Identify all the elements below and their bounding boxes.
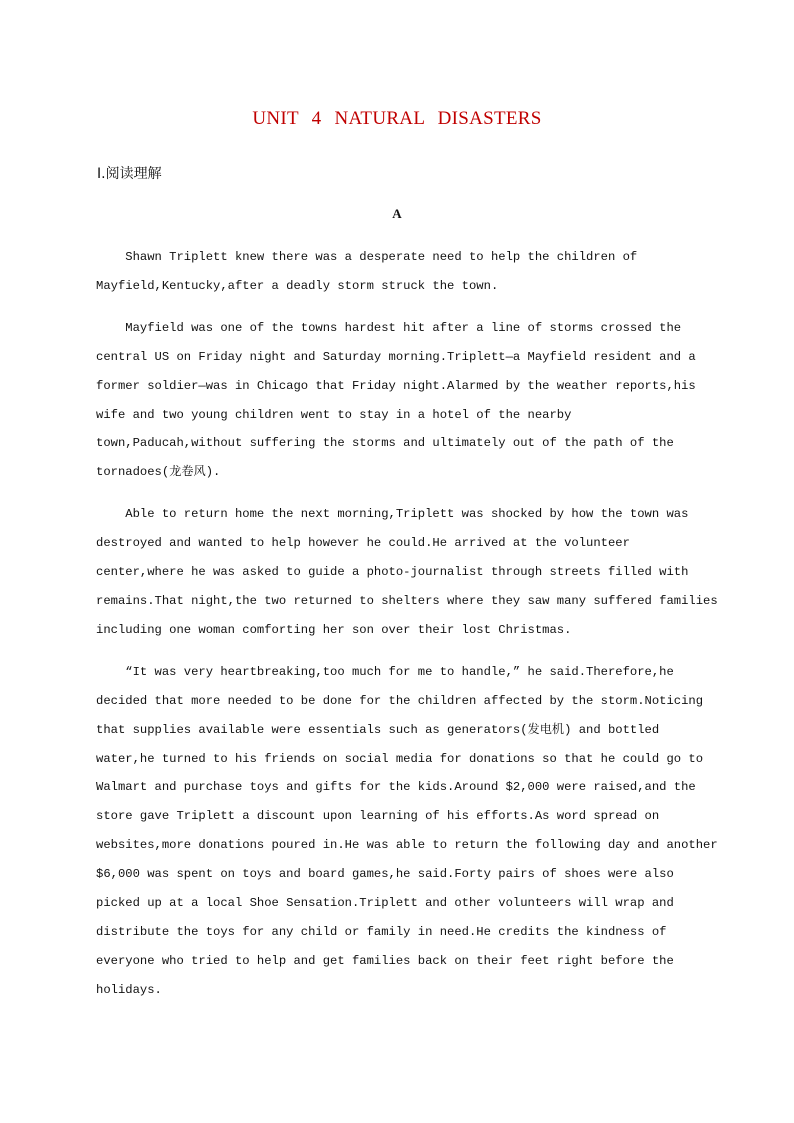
text-line: that supplies available were essentials such as generators(发电机) and bottled [96, 722, 660, 737]
text-line: Mayfield,Kentucky,after a deadly storm struck the town. [96, 278, 499, 293]
text-line: Walmart and purchase toys and gifts for the kids.Around $2,000 were raised,and the [96, 780, 696, 795]
text-line: wife and two young children went to stay in a hotel of the nearby [96, 407, 572, 422]
text-line: Shawn Triplett knew there was a desperate need to help the children of [96, 250, 638, 264]
text-line: destroyed and wanted to help however he could.He arrived at the volunteer [96, 536, 630, 551]
text-line: “It was very heartbreaking,too much for me to handle,” he said.Therefore,he [96, 664, 674, 679]
text-line: holidays. [96, 982, 162, 997]
paragraph [96, 658, 718, 1005]
paragraph [96, 500, 718, 645]
text-line: town,Paducah,without suffering the storms and ultimately out of the path of the [96, 436, 674, 451]
text-line: websites,more donations poured in.He was able to return the following day and another [96, 838, 718, 853]
text-line: central US on Friday night and Saturday morning.Triplett—a Mayfield resident and a [96, 349, 696, 364]
passage-label: A [392, 206, 402, 221]
text-line: Able to return home the next morning,Triplett was shocked by how the town was [96, 507, 689, 522]
section-heading: Ⅰ.阅读理解 [97, 166, 162, 182]
text-line: Mayfield was one of the towns hardest hit after a line of storms crossed the [96, 320, 682, 335]
text-line: picked up at a local Shoe Sensation.Triplett and other volunteers will wrap and [96, 896, 674, 911]
paragraph [96, 314, 696, 487]
text-line: center,where he was asked to guide a photo-journalist through streets filled with [96, 565, 689, 580]
text-line: remains.That night,the two returned to shelters where they saw many suffered families [96, 593, 718, 608]
document-title: UNIT 4 NATURAL DISASTERS [252, 108, 542, 129]
text-line: $6,000 was spent on toys and board games,he said.Forty pairs of shoes were also [96, 867, 674, 882]
text-line: including one woman comforting her son over their lost Christmas. [96, 622, 572, 637]
text-line: everyone who tried to help and get families back on their feet right before the [96, 953, 674, 968]
passage-body [96, 243, 718, 1018]
text-line: tornadoes(龙卷风). [96, 465, 221, 480]
paragraph [96, 243, 696, 301]
text-line: former soldier—was in Chicago that Friday night.Alarmed by the weather reports,his [96, 378, 696, 393]
text-line: store gave Triplett a discount upon learning of his efforts.As word spread on [96, 809, 660, 824]
text-line: decided that more needed to be done for the children affected by the storm.Noticing [96, 693, 704, 708]
text-line: water,he turned to his friends on social media for donations so that he could go to [96, 751, 704, 766]
text-line: distribute the toys for any child or family in need.He credits the kindness of [96, 924, 667, 939]
